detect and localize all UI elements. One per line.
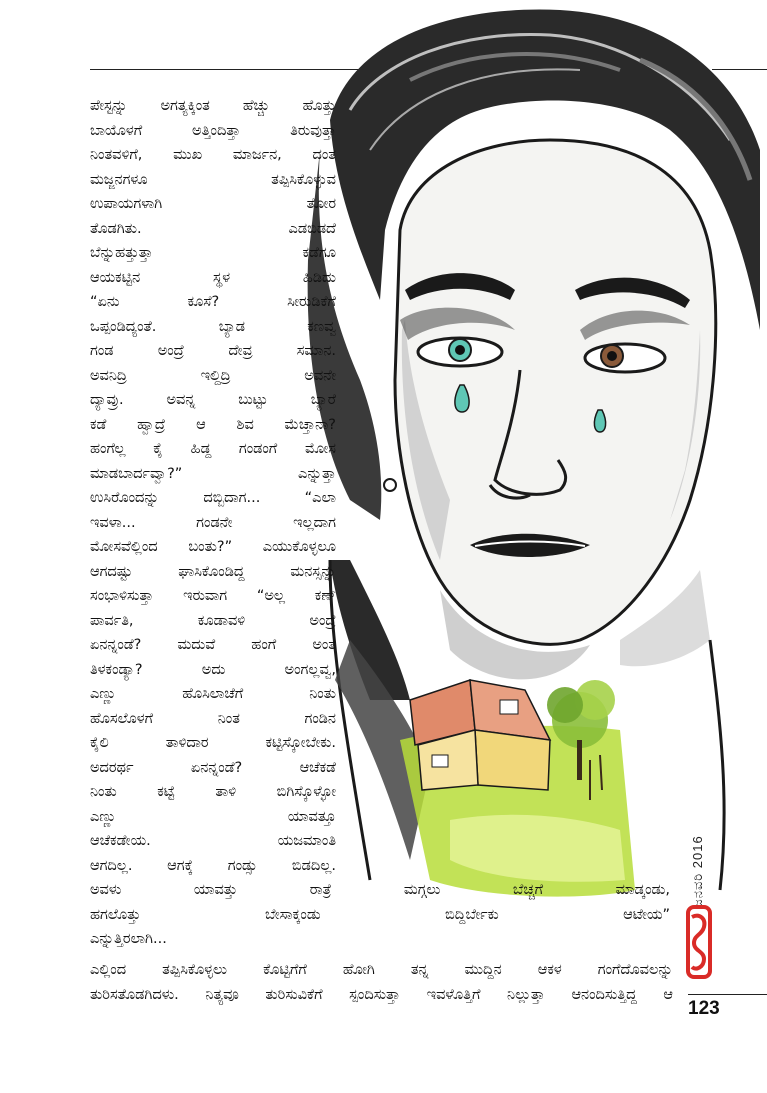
column-line: ಬಾಯೊಳಗೆ ಅತ್ತಿಂದಿತ್ತಾ ತಿರುವುತ್ತಾ bbox=[90, 122, 336, 139]
article-bottom-paragraph bbox=[90, 958, 673, 1007]
column-line: “ಏನು ಕೂಸೆ? ಸೀರುಡಿಕೆಗೆ bbox=[90, 294, 336, 310]
column-line: ಕಡೆ ಹ್ವಾದ್ರೆ ಆ ಶಿವ ಮೆಚ್ತಾನಾ? bbox=[90, 416, 336, 433]
article-column bbox=[90, 94, 670, 952]
column-line: ಉಪಾಯಗಳಾಗಿ ತೋರ bbox=[90, 196, 336, 212]
column-line: ಮಾಡಬಾರ್ದವ್ವಾ?” ಎನ್ನುತ್ತಾ bbox=[90, 465, 336, 482]
column-line: ಒಪ್ಪಂಡಿದ್ಯಂತೆ. ಬ್ಯಾಡ ಕಣವ್ವ bbox=[90, 318, 336, 335]
column-line: ಹಂಗೆಲ್ಲ ಕೈ ಹಿಡ್ದ ಗಂಡಂಗೆ ಮೋಸ bbox=[90, 441, 336, 457]
column-line: ಎನ್ನುತ್ತಿರಲಾಗಿ... bbox=[90, 931, 167, 947]
column-line: ಆಚೆಕಡೇಯ. ಯಜಮಾಂತಿ bbox=[90, 833, 336, 849]
column-line: ಹಗಲೊತ್ತು ಬೇಸಾಕ್ಕಂಡು ಬಿದ್ದಿರ್ಬೇಕು ಆಟೇಯ” bbox=[90, 906, 670, 923]
column-line: ಸಂಭಾಳಿಸುತ್ತಾ ಇರುವಾಗ “ಅಲ್ಲ ಕಣ್ bbox=[90, 588, 336, 604]
column-line: ಉಸಿರೊಂದನ್ನು ದಬ್ಬಿದಾಗ... “ಎಲಾ bbox=[90, 490, 336, 506]
column-line: ಅವನಿದ್ರಿ ಇಲ್ದಿದ್ರಿ ಅವನೇ bbox=[90, 367, 336, 384]
column-line: ಇವಳಾ... ಗಂಡನೇ ಇಲ್ಲದಾಗ bbox=[90, 514, 336, 531]
column-line: ಎಣ್ಣು ಯಾವತ್ತೂ bbox=[90, 808, 336, 825]
bottom-line: ತುರಿಸತೊಡಗಿದಳು. ನಿತ್ಯವೂ ತುರಿಸುವಿಕೆಗೆ ಸ್ಪಂದಿಸುತ್ತಾ ಇವಳೊತ್ತಿಗೆ ನಿಲ್ಲುತ್ತಾ ಆನಂದಿಸುತ್ತಿದ್ದ ಆ bbox=[90, 986, 673, 1003]
column-line: ದ್ಯಾವ್ರು. ಅವನ್ನ ಬುಟ್ಟು ಬ್ಯಾರೆ bbox=[90, 392, 336, 408]
column-line: ಹೊಸಲೊಳಗೆ ನಿಂತ ಗಂಡಿನ bbox=[90, 710, 336, 727]
issue-date: ಜನವರಿ 2016 bbox=[690, 835, 705, 908]
column-line: ತಿಳಕಂಡ್ಯಾ? ಅದು ಅಂಗಲ್ಲವ್ವ, bbox=[90, 661, 336, 678]
column-line: ಮಜ್ಜನಗಳೂ ತಪ್ಪಿಸಿಕೊಳ್ಳುವ bbox=[90, 171, 336, 188]
column-line: ಆಗದಿಲ್ಲ. ಆಗಕ್ಕೆ ಗಂಡ್ಸು ಬಿಡದಿಲ್ಲ. bbox=[90, 857, 336, 874]
column-line: ಗಂಡ ಅಂದ್ರೆ ದೇವ್ರ ಸಮಾನ. bbox=[90, 343, 336, 359]
column-line: ಬೆನ್ನುಹತ್ತುತ್ತಾ ಕಡೆಗೂ bbox=[90, 245, 336, 261]
column-line: ತೊಡಗಿತು. ಎಡಬಿಡದೆ bbox=[90, 220, 336, 237]
magazine-logo bbox=[686, 905, 712, 979]
column-line: ಅವಳು ಯಾವತ್ತು ರಾತ್ರೆ ಮಗ್ಗಲು ಬೆಚ್ಚಗೆ ಮಾಡ್ಕಂಡು, bbox=[90, 882, 670, 898]
column-line: ಏನನ್ನಂಡೆ? ಮದುವೆ ಹಂಗೆ ಅಂತ bbox=[90, 637, 336, 653]
column-line: ನಿಂತವಳಿಗೆ, ಮುಖ ಮಾರ್ಜನ, ದಂತ bbox=[90, 147, 336, 163]
column-line: ಆಗದಷ್ಟು ಘಾಸಿಕೊಂಡಿದ್ದ ಮನಸ್ಸನ್ನು bbox=[90, 563, 336, 580]
portrait-illustration bbox=[290, 0, 767, 900]
column-line: ಅದರರ್ಥ ಏನನ್ನಂಡೆ? ಆಚೆಕಡೆ bbox=[90, 759, 336, 776]
column-line: ನಿಂತು ಕಟ್ಟೆ ತಾಳಿ ಬಿಗಿಸ್ಕೊಳ್ಳೋ bbox=[90, 784, 336, 800]
column-line: ಮೋಸವೆಲ್ಲಿಂದ ಬಂತು?” ಎಯುಕೊಳ್ಳಲೂ bbox=[90, 539, 336, 555]
column-line: ಪೇಸ್ಟನ್ನು ಅಗತ್ಯಕ್ಕಿಂತ ಹೆಚ್ಚು ಹೊತ್ತು bbox=[90, 98, 336, 114]
column-line: ಪಾರ್ವತಿ, ಕೂಡಾವಳಿ ಅಂದ್ರೆ bbox=[90, 612, 336, 629]
column-line: ಎಣ್ಣು ಹೊಸಿಲಾಚೆಗೆ ನಿಂತು bbox=[90, 686, 336, 702]
footer-rule bbox=[688, 994, 767, 995]
page-number: 123 bbox=[688, 998, 720, 1019]
column-line: ಆಯಕಟ್ಟಿನ ಸ್ಥಳ ಹಿಡಿದು bbox=[90, 269, 336, 286]
column-line: ಕೈಲಿ ತಾಳಿದಾರ ಕಟ್ಟಿಸ್ಕೋಬೇಕು. bbox=[90, 735, 336, 751]
bottom-line: ಎಲ್ಲಿಂದ ತಪ್ಪಿಸಿಕೊಳ್ಳಲು ಕೊಟ್ಟಿಗೆಗೆ ಹೋಗಿ ತನ್ನ ಮುದ್ದಿನ ಆಕಳ ಗಂಗೆದೊವಲನ್ನು bbox=[90, 962, 673, 978]
